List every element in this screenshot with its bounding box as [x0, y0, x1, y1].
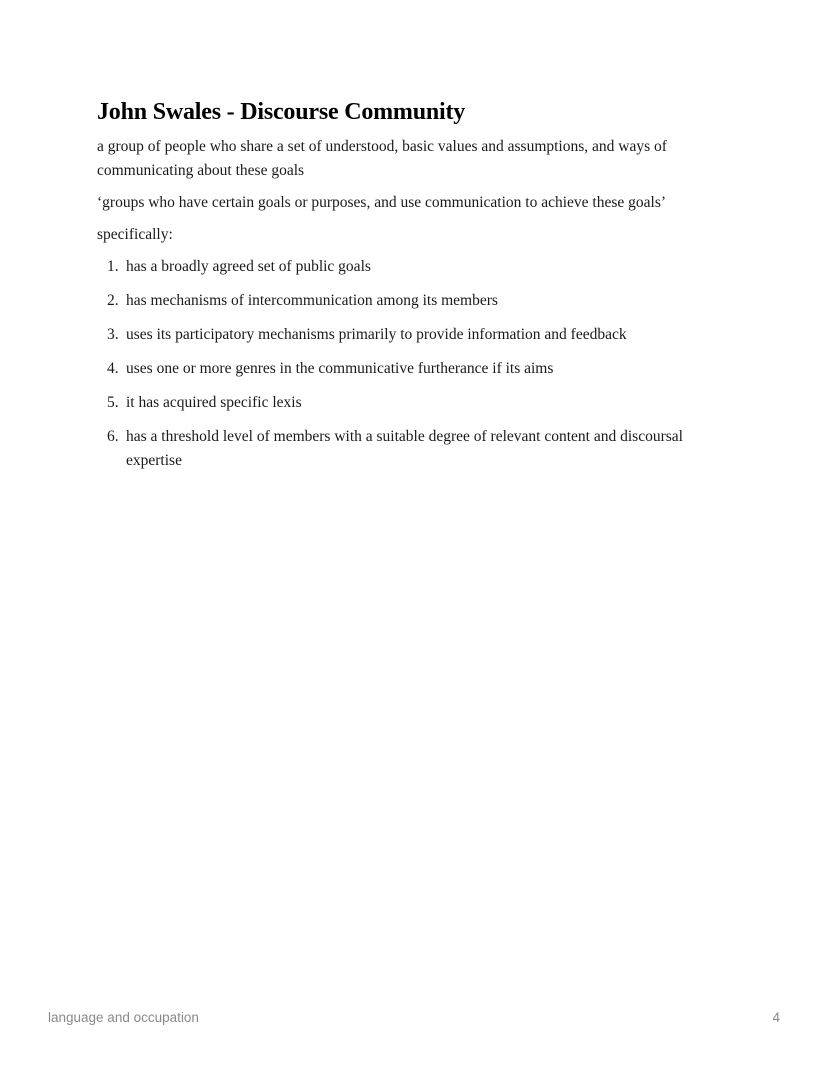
list-item-text: has mechanisms of intercommunication among its members	[126, 292, 498, 309]
list-item	[97, 323, 737, 347]
intro-paragraph: specifically:	[97, 226, 173, 243]
list-item-number: 2.	[107, 292, 119, 309]
criteria-list	[97, 255, 737, 473]
list-item	[97, 357, 737, 381]
list-item-text: has a threshold level of members with a suitable degree of relevant content and discoursal expertise	[126, 428, 683, 469]
list-item-text: uses one or more genres in the communicative furtherance if its aims	[126, 360, 554, 377]
list-item	[97, 255, 737, 279]
list-item-text: it has acquired specific lexis	[126, 394, 302, 411]
list-item	[97, 391, 737, 415]
list-item-number: 4.	[107, 360, 119, 377]
list-item-number: 1.	[107, 258, 119, 275]
list-item-text: uses its participatory mechanisms primarily to provide information and feedback	[126, 326, 627, 343]
page-title: John Swales - Discourse Community	[97, 99, 466, 125]
footer-page-number: 4	[772, 1010, 780, 1025]
list-item-text: has a broadly agreed set of public goals	[126, 258, 371, 275]
list-item	[97, 425, 737, 473]
list-item	[97, 289, 737, 313]
list-item-number: 5.	[107, 394, 119, 411]
definition-paragraph: a group of people who share a set of understood, basic values and assumptions, and ways of communicating about these goals	[97, 138, 667, 179]
footer-section-title: language and occupation	[48, 1010, 199, 1025]
page-content	[97, 96, 737, 483]
quote-paragraph: ‘groups who have certain goals or purposes, and use communication to achieve these goals’	[97, 194, 667, 211]
list-item-number: 3.	[107, 326, 119, 343]
list-item-number: 6.	[107, 428, 119, 445]
